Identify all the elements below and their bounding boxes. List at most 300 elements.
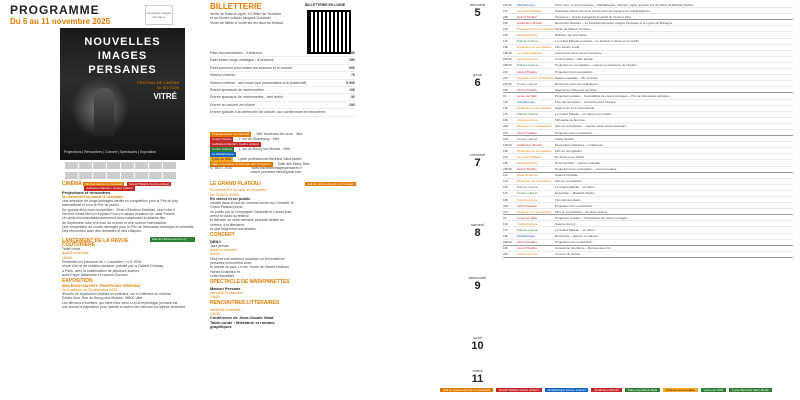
event-venue: Projection hors compétition: [517, 75, 555, 80]
event-title: Film en compétition – dernière séance: [555, 209, 608, 214]
launch-time: 18h30: [62, 255, 72, 260]
event-title: Rencontre littéraire – Le Festival Nouvelles Images Persanes et le Lycée de Bretagne: [555, 20, 673, 25]
event-title: Séance familiale: [555, 173, 578, 178]
venue-tag: Centre culturel: [212, 147, 232, 151]
day-name: vendredi: [469, 152, 486, 157]
contact-info: [210, 166, 360, 174]
event-time: 20h: [503, 14, 509, 19]
event-venue: Hall du cinéma: [517, 39, 538, 44]
event-venue: Cinéma Aurore: [517, 160, 538, 165]
panel-cover: [0, 0, 205, 400]
event-time: 21h: [503, 75, 509, 80]
concert-col: [210, 180, 295, 329]
concert-date: jeudi 6 novembre: [210, 248, 237, 253]
proj-text: [62, 199, 197, 233]
sponsor-logo: [163, 162, 176, 169]
day-name: dimanche: [468, 275, 487, 280]
event-time: 21h: [503, 252, 509, 257]
event-venue: Cinéma Aurore: [517, 118, 538, 123]
poster-festival-label: FESTIVAL DE CINÉMA: [137, 80, 179, 85]
agenda-day: [455, 275, 500, 292]
event-title: Projection hors compétition: [555, 203, 593, 208]
price-label: Entrée au concert de clôture: [210, 102, 256, 107]
agenda-day: [455, 72, 500, 89]
price-list: [210, 50, 355, 117]
legend-tag: Grand Théâtre Centre culturel: [496, 388, 542, 392]
price-label: Entrée spectacle de marionnettes: [210, 88, 264, 93]
day-name: jeudi: [473, 72, 482, 77]
event-venue: Hall du cinéma: [517, 63, 538, 68]
qr-code-icon[interactable]: [307, 10, 351, 54]
event-time: 15h: [503, 106, 509, 111]
text-line: Denj est une aventure musicale où les traditions persanes rencontrent avec: [210, 256, 285, 266]
day-name: samedi: [471, 222, 484, 227]
event-title: Diffusion documentaire: [555, 33, 587, 38]
agenda-day: [455, 222, 500, 239]
event-title: Ouverture – Soirée inaugurale Festival de Cinéma Vitré: [555, 14, 631, 19]
event-time: 19h: [503, 246, 509, 251]
proj-heading: Projections et rencontres: [62, 189, 111, 195]
sponsor-logo: [163, 172, 176, 179]
price-value: 5€: [351, 95, 355, 100]
text-line: Leïla Nasrollahi.: [210, 273, 236, 278]
event-title: Concert de clôture: [555, 252, 581, 257]
proj-dates: Du mercredi 5 au mardi 11 novembre: [62, 194, 124, 199]
event-title: Film en compétition – séance suivie d'une rencontre: [555, 124, 627, 129]
text-line: un public par la Compagnie Caravelle et Carnet d'art, prend le pouls du festival: [210, 209, 293, 219]
price-label: Pass fiction longs métrages - 8 séances: [210, 58, 274, 63]
event-venue: Projection en compétition: [517, 209, 552, 214]
day-number: 7: [474, 157, 481, 169]
sponsor-logo: [149, 172, 162, 179]
event-venue: Projection en compétition: [517, 148, 552, 153]
event-title: Séance spéciale – film surprise: [555, 75, 598, 80]
legend-tag: Médiathèque Centre culturel: [545, 388, 589, 392]
launch-heading: LANCEMENT DE LA REVUE COUTURIÈRE: [62, 237, 129, 248]
panel-agenda: [400, 0, 800, 400]
event-venue: Cinéma Aurore: [517, 197, 538, 202]
agenda-day: [455, 2, 500, 19]
day-number: 5: [474, 7, 481, 19]
event-title: Séance du jury: [555, 221, 576, 226]
day-number: 9: [474, 280, 481, 292]
text-line: et plus largement aux artistes.: [210, 226, 257, 231]
event-title: Sortie de Maison Persane: [555, 26, 591, 31]
text-line: international et pour le Prix du public.: [62, 203, 120, 208]
sponsor-logo: [65, 172, 78, 179]
event-time: 18h: [503, 45, 509, 50]
event-title: Film iranien inédit: [555, 45, 580, 50]
agenda-list: [503, 2, 793, 258]
spectacle-time: 14h30: [210, 295, 220, 300]
day-name: lundi: [473, 335, 482, 340]
legend-tag: Cinéma La Limonaire: [663, 388, 698, 392]
event-time: 20h30: [503, 57, 512, 62]
event-title: Rencontre – auteurs et éditeurs: [555, 234, 599, 239]
event-venue: Médiathèque: [517, 234, 535, 239]
event-title: Documentaire – séance spéciale: [555, 160, 600, 165]
price-label: Séance cinéma: [210, 73, 235, 78]
event-venue: Grand Théâtre: [517, 69, 538, 74]
event-time: 21h: [503, 69, 509, 74]
poster-edition: 6e ÉDITION: [157, 85, 179, 90]
agenda-row[interactable]: [503, 252, 793, 258]
event-time: 21h: [503, 209, 509, 214]
sponsor-logo: [93, 162, 106, 169]
text-line: et fait faire de cette semaine persane dédiée au cinéma, à la littérature: [210, 218, 284, 227]
event-time: 18h: [503, 118, 509, 123]
price-row: [210, 109, 355, 116]
price-label: Pass premium pour toutes les séances et le concert: [210, 65, 293, 70]
price-row: [210, 65, 355, 72]
event-title: Exposition – Malekeh Nayiny: [555, 191, 595, 196]
event-time: 21h30: [503, 81, 512, 86]
venue-address: Lycée professionnel Bertrand Saint-Martin: [238, 157, 302, 161]
venue-tag: La Médiathèque: [212, 152, 234, 156]
event-venue: Cinéma Aurore: [517, 173, 538, 178]
legend-tag: Salle polyvalente Bais: [625, 388, 660, 392]
poster-figure: [94, 88, 114, 136]
price-label: Entrée gratuite à la cérémonie de clôture, aux conférences et rencontres: [210, 110, 326, 115]
price-value: 7€: [351, 73, 355, 78]
text-line: avec Parya Vatankhah et Laurent Gorrand.: [62, 272, 129, 277]
day-number: 10: [471, 340, 484, 352]
event-venue: Cinéma Aurore: [517, 252, 538, 257]
expo-text: [62, 292, 197, 309]
event-time: 14h: [503, 100, 509, 105]
price-value: 35€: [349, 58, 355, 63]
rencontres-time: 14h30: [210, 312, 220, 317]
conference2-title: Table ronde : littérature et romans graphiques: [210, 319, 275, 329]
poster-title-line2: IMAGES: [97, 50, 148, 62]
event-time: 16h: [503, 185, 509, 190]
event-title: Silhouette de femmes: [555, 118, 585, 123]
text-line: Vente de Pass en ligne, à l'Office de Tourisme: [210, 12, 282, 16]
billetterie-heading: BILLETTERIE: [210, 2, 262, 11]
poster-categories: Projections | Rencontres | Concert | Spectacles | Exposition: [64, 150, 157, 154]
event-title: Film en compétition: [555, 148, 582, 153]
rencontres-date: samedi 8 novembre: [210, 307, 241, 312]
sponsor-logo: [107, 162, 120, 169]
price-row: [210, 57, 355, 64]
event-title: Concert Denj – Jazz persan: [555, 57, 594, 62]
grand-plateau-heading: LE GRAND PLATEAU: [210, 181, 261, 187]
event-time: 14h: [503, 221, 509, 226]
sponsor-logo: [79, 172, 92, 179]
qr-label: BILLETTERIE EN LIGNE: [305, 3, 346, 7]
sponsor-logos: [65, 162, 185, 180]
contact-phone[interactable]: 07 68 57 78 87: [210, 166, 233, 170]
agenda-day: [455, 152, 500, 169]
launch-date: jeudi 6 novembre: [62, 251, 89, 256]
event-time: 17h: [503, 112, 509, 117]
venue-tag: Salle polyvalente et Auberge des Voyageurs: [212, 162, 271, 166]
event-title: Projection hors compétition: [555, 130, 593, 135]
contact-web[interactable]: www.nouvellesimagespersanes.fr: [251, 166, 302, 170]
event-title: Projection hors compétition – avant-première: [555, 167, 617, 172]
venue-tag: Cinéma Aurore my Cineweb: [84, 182, 123, 186]
day-number: 6: [474, 77, 481, 89]
venue-tag: Lycée de l'Édit: [212, 157, 232, 161]
legend-tag: Lycée Bertrand Saint-Martin: [729, 388, 772, 392]
text-line: Les démons s'éveillent, qui vient chez ceux-ci et la mythologie persane est: [62, 300, 178, 305]
price-row: [210, 72, 355, 79]
legend-tag: Lycée de l'Édit: [701, 388, 726, 392]
poster-festival: [137, 80, 179, 90]
header: [0, 0, 205, 26]
price-label: Pass documentaires - 3 séances: [210, 51, 263, 55]
agenda-day: [455, 335, 500, 352]
text-line: de Septembre suivi d'un tour du monde et d'un tournoi international.: [62, 220, 168, 225]
legend-tag: Auditorium Mozart: [591, 388, 621, 392]
venue-address: Salle des Fêtes, Bais: [277, 162, 310, 166]
price-row: [210, 50, 355, 57]
text-line: revue d'art et de création persane, publiée par la Galerie Dolunay: [62, 264, 164, 269]
event-time: 9h: [503, 215, 507, 220]
event-time: 17h: [503, 191, 509, 196]
event-venue: Lycée de l'Édit: [517, 215, 537, 220]
agenda-legend: [440, 388, 795, 392]
price-label: Entrée spectacle de marionnettes - tarif réduit: [210, 95, 283, 100]
event-venue: Grand Théâtre: [517, 14, 538, 19]
cinema-section: [62, 182, 197, 309]
venue-tag: Auditorium Mozart • Centre culturel: [212, 142, 259, 146]
event-venue: Auditorium Mozart: [517, 142, 543, 147]
venue-tag: Cinéma Aurore my Cineweb: [212, 132, 250, 136]
sponsor-logo: [93, 172, 106, 179]
expo-heading: EXPOSITION: [62, 278, 93, 285]
agenda-day: [455, 368, 500, 385]
text-line: Installé dans le hall du Cinéma Aurore my Cineweb, le Grand Plateau prend: [210, 201, 294, 210]
event-title: Lancement de la revue Couturière: [555, 51, 602, 56]
event-time: 22h: [503, 87, 509, 92]
expo-title: MALEKEH NAYINY TRAVELING DÉMONS: [62, 282, 141, 288]
event-title: Rencontres littéraires – conférence: [555, 142, 603, 147]
event-title: Projection en compétition – séance en présence de l'équipe: [555, 63, 637, 68]
contact-mail[interactable]: culture.persanes.vitre@gmail.com: [250, 170, 302, 174]
event-venue: Centre culturel: [517, 191, 538, 196]
event-time: 20h30: [503, 240, 512, 245]
text-line: Une sélection de longs métrages inédits en compétition pour le Prix du jury: [62, 199, 178, 204]
event-title: Projection scolaire – Compétition de courts métrages: [555, 215, 628, 220]
day-number: 8: [474, 227, 481, 239]
event-venue: Médiathèque: [517, 100, 535, 105]
event-venue: Centre culturel: [517, 81, 538, 86]
venue-address: 365, boulevard de Laval - Vitré: [256, 132, 303, 136]
event-time: 17h: [503, 154, 509, 159]
event-title: Projection scolaire – Compétition de courts métrages – Prix de l'éducation artistique: [555, 93, 670, 98]
event-title: Atelier famille: [555, 136, 574, 141]
event-venue: Grand Théâtre: [517, 203, 538, 208]
event-title: Projection hors compétition: [555, 240, 593, 245]
event-venue: Projection en compétition: [517, 124, 552, 129]
grand-plateau-time: De 17h00 à 20h00: [210, 192, 239, 197]
event-venue: Médiathèque: [517, 2, 535, 7]
event-time: 14h: [503, 179, 509, 184]
sponsor-logo: [121, 172, 134, 179]
price-row: [210, 102, 355, 109]
event-time: 18h: [503, 160, 509, 165]
expo-dates: Du 5 octobre au 30 décembre 2025: [62, 287, 118, 292]
rencontres-heading: RENCONTRES LITTÉRAIRES: [210, 300, 280, 307]
text-line: Œuvres en impression visibles en extérieur, sur le bâtiment du cinéma.: [62, 292, 172, 297]
event-title: En direct et en public: [555, 154, 584, 159]
venue-tag: Hall du cinéma Aurore my Cineweb: [307, 182, 354, 186]
event-time: 10h: [503, 20, 509, 25]
event-venue: Le Grand Plateau: [517, 8, 542, 13]
event-venue: Hall du cinéma: [517, 112, 538, 117]
event-time: 16h: [503, 148, 509, 153]
day-name: mardi: [472, 368, 483, 373]
venue-list: [210, 132, 360, 167]
event-venue: Grand Théâtre: [517, 240, 538, 245]
event-venue: Le Grand Plateau: [517, 154, 542, 159]
event-time: 20h30: [503, 167, 512, 172]
event-time: 16h: [503, 33, 509, 38]
grand-plateau-sub: En direct et en public: [210, 195, 251, 201]
conference-title: Conférence de Jean-Claude Valat: [210, 315, 274, 321]
event-time: 18h: [503, 197, 509, 202]
grand-plateau-date: Du mercredi 5 au lundi 10 novembre: [210, 188, 267, 193]
event-time: 14h30: [503, 2, 512, 7]
side-tags: [305, 182, 395, 186]
event-title: Projection hors compétition: [555, 69, 593, 74]
venue-tag: Hall du cinéma Aurore my Cineweb: [150, 237, 195, 242]
event-time: 18h: [503, 234, 509, 239]
event-venue: Projection en compétition: [517, 45, 552, 50]
event-time: 18h30: [503, 51, 512, 56]
event-title: Le Grand Plateau – en direct: [555, 228, 595, 233]
text-line: Entrée libre. Rue du Bourg-aux-Moines, 35500 Vitré.: [62, 296, 144, 301]
event-venue: Centre culturel: [517, 136, 538, 141]
sponsor-logo: [107, 172, 120, 179]
event-venue: Cinéma Aurore: [517, 221, 538, 226]
sponsor-logo: [149, 162, 162, 169]
price-value: 50€: [349, 65, 355, 70]
concert-name: DENJ: [210, 238, 221, 244]
poster-title-line1: NOUVELLES: [84, 36, 161, 48]
venue-tag: Auditorium Mozart • Centre culturel: [86, 186, 133, 191]
event-venue: Grand Théâtre: [517, 167, 538, 172]
event-title: Séance de clôture de la soirée: [555, 87, 597, 92]
launch-text: [62, 260, 197, 277]
spectacle-heading: SPECTACLE DE MARIONNETTES: [210, 279, 290, 286]
price-row: [210, 87, 355, 94]
event-time: 9h: [503, 93, 507, 98]
price-row: [210, 80, 355, 87]
event-venue: Cinéma Aurore: [517, 57, 538, 62]
text-line: Vente de billets à l'unité sur les lieux du festival.: [210, 20, 284, 25]
sponsor-logo: [79, 162, 92, 169]
festival-dates: Du 5 au 11 novembre 2025: [10, 17, 111, 26]
event-time: 10h: [503, 136, 509, 141]
event-venue: Hall du cinéma: [517, 185, 538, 190]
event-time: 20h: [503, 203, 509, 208]
event-venue: Projection en compétition: [517, 179, 552, 184]
event-title: Film documentaire: [555, 197, 581, 202]
text-line: à Paris, avec la collaboration de plusieurs auteurs: [62, 268, 140, 273]
festival-logo: Nouvelles Images Persanes: [145, 5, 173, 25]
text-line: Une compétition de courts métrages pour le Prix de l'éducation artistique et culturelle.: [62, 224, 195, 229]
event-title: Séance du Jury international: [555, 106, 595, 111]
text-line: Des rencontres avec des cinéastes et des critiques.: [62, 229, 142, 234]
event-title: Rencontre avec les réalisateurs: [555, 81, 599, 86]
day-name: mercredi: [469, 2, 486, 7]
panel-info: [205, 0, 400, 400]
event-title: Le Grand Plateau – en direct: [555, 185, 595, 190]
event-time: 14h: [503, 26, 509, 31]
launch-block: [62, 237, 197, 260]
event-venue: Lycée de l'Édit: [517, 93, 537, 98]
text-line: Six grands films hors compétition : Zinat d'Ebrahim Mokhtari, Une Lutte à: [62, 207, 176, 212]
price-value: 5.50€: [346, 80, 355, 85]
event-title: Film en compétition: [555, 179, 582, 184]
sponsor-logo: [135, 172, 148, 179]
cinema-heading: CINÉMA: [62, 181, 82, 187]
event-venue: Projection en compétition: [517, 106, 552, 111]
event-title: Film documentaire – rencontre avec l'équipe: [555, 100, 616, 105]
concert-heading: CONCERT: [210, 232, 235, 239]
day-number: 11: [471, 373, 484, 385]
venue-tag: Grand Théâtre Centre culturel: [129, 182, 169, 186]
event-time: 17h: [503, 8, 509, 13]
sponsor-logo: [65, 162, 78, 169]
event-time: 17h: [503, 39, 509, 44]
event-venue: Grand Théâtre: [517, 246, 538, 251]
price-label: Séance cinéma - tarif réduit (sur présentation d'un justificatif): [210, 80, 307, 85]
event-time: 14h30: [503, 142, 512, 147]
event-venue: Cinéma Aurore: [517, 33, 538, 38]
festival-poster: [60, 28, 185, 160]
event-title: Le Grand Plateau en direct – Le festival en direct et en public: [555, 39, 639, 44]
venue-address: 1, rue du Bourg aux Moines - Vitré: [238, 147, 291, 151]
billetterie-info: [210, 12, 300, 25]
venue-address: 2, rue de Strasbourg - Vitré: [238, 137, 280, 141]
event-time: 17h: [503, 228, 509, 233]
spectacle-name: Maison Persane: [210, 285, 241, 291]
event-title: Pour vous : le livre jeunesse – Médiathèque : Maman, papa, la petite pot de sabre de Bahram Rahimi: [555, 2, 694, 7]
text-line: le monde du jazz. Le trio, formé de Hamid Khabazi, Hanna Khabbazi et: [210, 265, 290, 274]
price-value: 20€: [349, 102, 355, 107]
spectacle-date: mercredi 5 novembre: [210, 290, 244, 295]
price-value: 10€: [349, 88, 355, 93]
event-title: Spectacle vivant suivi d'un temps avec les équipes du Grand Plateau: [555, 8, 650, 13]
event-time: 21h: [503, 130, 509, 135]
event-title: Cérémonie de clôture – Remise des prix: [555, 246, 611, 251]
event-venue: Le Grand Plateau: [517, 51, 542, 56]
event-title: Le Grand Plateau – en direct et en public: [555, 112, 612, 117]
price-value: 15€: [349, 51, 355, 55]
venue-tag: Grand Théâtre: [212, 137, 232, 141]
text-line: Un cycle documentaires autrement avec notamment la séance film: [62, 216, 166, 221]
event-time: 20h30: [503, 63, 512, 68]
poster-title-line3: PERSANES: [88, 64, 157, 76]
launch-sub: Table ronde: [62, 247, 81, 252]
concert-sub: Jazz persan: [210, 243, 229, 248]
event-venue: Hall du cinéma: [517, 228, 538, 233]
event-venue: Auditorium Mozart: [517, 20, 543, 25]
event-venue: Projection hors compétition: [517, 26, 555, 31]
price-row: [210, 94, 355, 101]
page-title: PROGRAMME: [10, 3, 100, 17]
event-venue: Grand Théâtre: [517, 130, 538, 135]
sponsor-logo: [135, 162, 148, 169]
sponsor-logo: [121, 162, 134, 169]
text-line: une source d'inspiration pour l'artiste à travers des œuvres au rythme obsédant.: [62, 305, 186, 310]
event-time: 11h: [503, 173, 508, 178]
text-line: l'envers d'Asia Mirzi et Keyhan Pour en unique occasion de Jafar Panahi.: [62, 212, 176, 217]
event-time: 20h: [503, 124, 509, 129]
